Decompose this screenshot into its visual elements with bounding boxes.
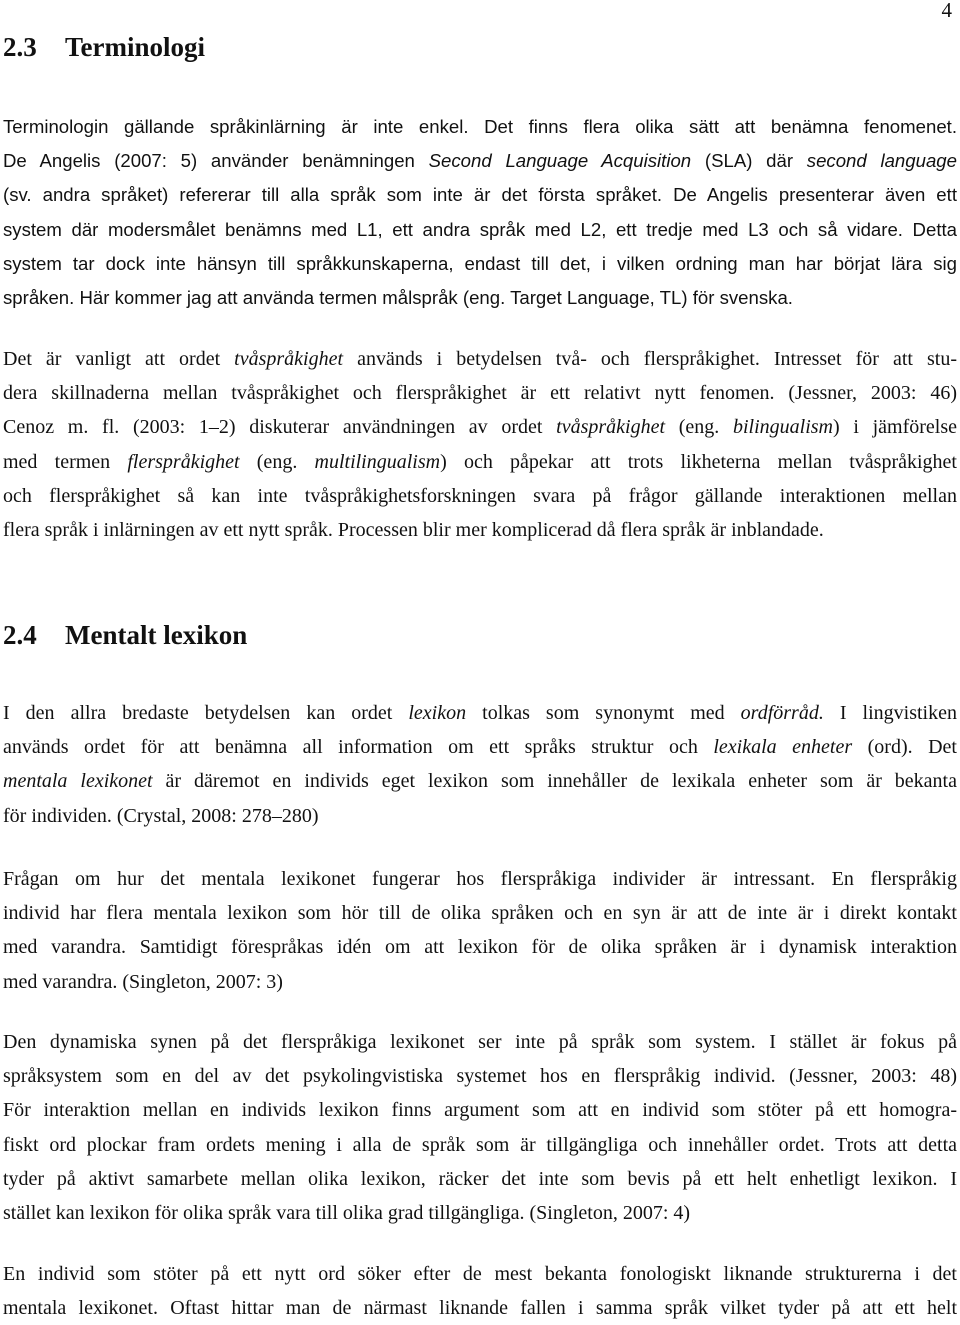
text-line: fiskt ord plockar fram ordets mening i alla de språk som är tillgängliga och innehåller ordet. Trots att detta: [3, 1133, 957, 1156]
text-line: individ har flera mentala lexikon som hör till de olika språken och en syn är att de inte är i direkt kontakt: [3, 902, 957, 925]
text-line: med termen flerspråkighet (eng. multilingualism) och påpekar att trots likheterna mellan tvåspråkighet: [3, 450, 957, 473]
text-line: med varandra. (Singleton, 2007: 3): [3, 970, 283, 993]
paragraph-terminology-2: [3, 342, 957, 547]
text-line: mentala lexikonet är däremot en individs eget lexikon som innehåller de lexikala enheter som är bekanta: [3, 770, 957, 793]
section-number: 2.3: [3, 32, 37, 62]
section-heading-2-4: [3, 622, 247, 649]
text-line: flera språk i inlärningen av ett nytt språk. Processen blir mer komplicerad då flera språk är inblandade.: [3, 519, 824, 542]
text-line: språksystem som en del av det psykolingvistiska systemet hos en flerspråkig individ. (Jessner, 2003: 48): [3, 1065, 957, 1088]
text-line: dera skillnaderna mellan tvåspråkighet och flerspråkighet är ett relativt nytt fenomen. (Jessner, 2003: 46): [3, 382, 957, 405]
text-line: Cenoz m. fl. (2003: 1–2) diskuterar användningen av ordet tvåspråkighet (eng. bilingualism) i jämförelse: [3, 416, 957, 439]
text-line: För interaktion mellan en individs lexikon finns argument som att en individ som stöter på ett homogra-: [3, 1099, 957, 1122]
paragraph-lexicon-4: [3, 1257, 957, 1325]
text-line: mentala lexikonet. Oftast hittar man de närmast liknande fallen i samma språk vilket tyder på att ett helt: [3, 1297, 957, 1320]
text-line: och flerspråkighet så kan inte tvåspråkighetsforskningen svara på frågor gällande interaktionen mellan: [3, 484, 957, 507]
section-title: Mentalt lexikon: [65, 620, 248, 650]
text-line: Terminologin gällande språkinlärning är inte enkel. Det finns flera olika sätt att benämna fenomenet.: [3, 116, 957, 137]
text-line: Frågan om hur det mentala lexikonet fungerar hos flerspråkiga individer är intressant. En flerspråkig: [3, 868, 957, 890]
paragraph-terminology-1: [3, 110, 957, 315]
text-line: system där modersmålet benämns med L1, ett andra språk med L2, ett tredje med L3 och så vidare. Detta: [3, 218, 957, 240]
section-title: Terminologi: [65, 32, 206, 62]
section-number: 2.4: [3, 620, 37, 650]
text-line: språken. Här kommer jag att använda termen målspråk (eng. Target Language, TL) för svenska.: [3, 287, 793, 309]
paragraph-lexicon-1: [3, 696, 957, 833]
text-line: (sv. andra språket) refererar till alla språk som inte är det första språket. De Angelis presenterar även ett: [3, 184, 957, 206]
text-line: tyder på aktivt samarbete mellan olika lexikon, räcker det inte som bevis på ett helt enhetligt lexikon. I: [3, 1167, 957, 1190]
section-heading-2-3: [3, 34, 205, 61]
text-line: De Angelis (2007: 5) använder benämningen Second Language Acquisition (SLA) där second language: [3, 150, 957, 172]
page-number: 4: [941, 0, 952, 22]
text-line: system tar dock inte hänsyn till språkkunskaperna, endast till det, i vilken ordning man har börjat lära sig: [3, 252, 957, 274]
text-line: I den allra bredaste betydelsen kan ordet lexikon tolkas som synonymt med ordförråd. I lingvistiken: [3, 702, 957, 724]
text-line: används ordet för att benämna all information om ett språks struktur och lexikala enheter (ord). Det: [3, 736, 957, 759]
text-line: Det är vanligt att ordet tvåspråkighet används i betydelsen två- och flerspråkighet. Intresset för att stu-: [3, 348, 957, 370]
paragraph-lexicon-3: [3, 1025, 957, 1230]
paragraph-lexicon-2: [3, 862, 957, 999]
text-line: Den dynamiska synen på det flerspråkiga lexikonet ser inte på språk som system. I stället är fokus på: [3, 1031, 957, 1053]
text-line: stället kan lexikon för olika språk vara till olika grad tillgängliga. (Singleton, 2007: 4): [3, 1202, 691, 1225]
text-line: med varandra. Samtidigt förespråkas idén om att lexikon för de olika språken är i dynamisk interaktion: [3, 936, 957, 959]
text-line: En individ som stöter på ett nytt ord söker efter de mest bekanta fonologiskt liknande strukturerna i det: [3, 1263, 957, 1285]
text-line: för individen. (Crystal, 2008: 278–280): [3, 804, 319, 827]
